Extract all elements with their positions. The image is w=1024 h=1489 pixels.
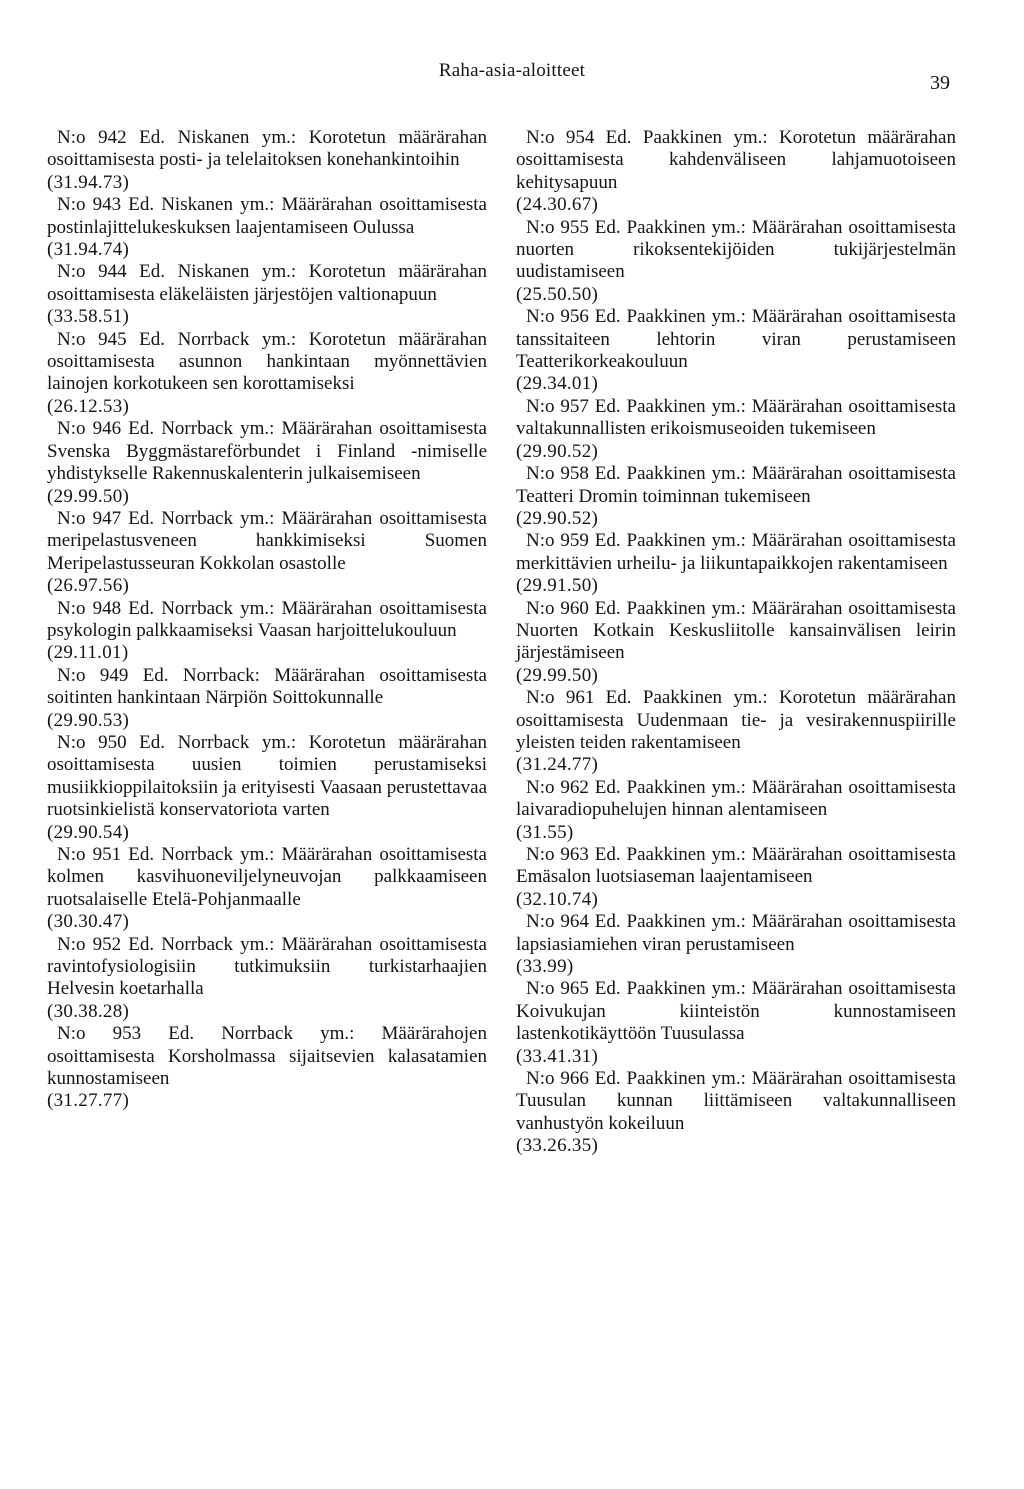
- motion-text: N:o 959 Ed. Paakkinen ym.: Määrärahan osoittamisesta merkittävien urheilu- ja liikuntapaikkojen rakentamiseen: [516, 530, 956, 574]
- motion-entry: [47, 261, 487, 328]
- motion-text: N:o 952 Ed. Norrback ym.: Määrärahan osoittamisesta ravintofysiologisiin tutkimuksiin turkistarhaajien Helvesin koetarhalla: [47, 933, 487, 1000]
- motion-entry: [47, 665, 487, 732]
- motion-entry: [516, 687, 956, 777]
- motion-text: N:o 945 Ed. Norrback ym.: Korotetun määrärahan osoittamisesta asunnon hankintaan myönnettävien lainojen korkotukeen sen korottamiseksi: [47, 328, 487, 395]
- motion-text: N:o 946 Ed. Norrback ym.: Määrärahan osoittamisesta Svenska Byggmästareförbundet i Finland -nimiselle yhdistykselle Rakennuskalenterin julkaisemiseen: [47, 418, 487, 485]
- motion-text: N:o 954 Ed. Paakkinen ym.: Korotetun määrärahan osoittamisesta kahdenväliseen lahjamuotoiseen kehitysapuun: [516, 127, 956, 193]
- motion-entry: [47, 329, 487, 419]
- budget-item-code: (31.27.77): [47, 1090, 130, 1112]
- left-column: [47, 127, 487, 1113]
- motion-text: N:o 956 Ed. Paakkinen ym.: Määrärahan osoittamisesta tanssitaiteen lehtorin viran perustamiseen Teatterikorkeakouluun: [516, 306, 956, 373]
- motion-text: N:o 958 Ed. Paakkinen ym.: Määrärahan osoittamisesta Teatteri Dromin toiminnan tukemiseen: [516, 463, 956, 507]
- right-column: [516, 127, 956, 1158]
- motion-entry: [47, 418, 487, 508]
- budget-item-code: (31.55): [516, 821, 574, 843]
- budget-item-code: (31.94.73): [47, 171, 130, 193]
- motion-entry: [47, 1023, 487, 1113]
- motion-text: N:o 951 Ed. Norrback ym.: Määrärahan osoittamisesta kolmen kasvihuoneviljelyneuvojan palkkaamiseen ruotsalaiselle Etelä-Pohjanmaalle: [47, 844, 487, 910]
- motion-entry: [516, 598, 956, 688]
- motion-text: N:o 957 Ed. Paakkinen ym.: Määrärahan osoittamisesta valtakunnallisten erikoismuseoiden tukemiseen: [516, 395, 956, 440]
- motion-entry: [47, 934, 487, 1024]
- budget-item-code: (31.94.74): [47, 239, 130, 261]
- budget-item-code: (32.10.74): [516, 888, 599, 910]
- motion-text: N:o 942 Ed. Niskanen ym.: Korotetun määrärahan osoittamisesta posti- ja telelaitoksen konehankintoihin: [47, 127, 487, 171]
- budget-item-code: (33.41.31): [516, 1045, 599, 1067]
- motion-entry: [516, 530, 956, 597]
- budget-item-code: (29.90.52): [516, 440, 599, 462]
- motion-text: N:o 963 Ed. Paakkinen ym.: Määrärahan osoittamisesta Emäsalon luotsiaseman laajentamiseen: [516, 844, 956, 888]
- motion-entry: [47, 732, 487, 844]
- budget-item-code: (29.91.50): [516, 575, 599, 597]
- budget-item-code: (33.26.35): [516, 1135, 599, 1157]
- motion-text: N:o 947 Ed. Norrback ym.: Määrärahan osoittamisesta meripelastusveneen hankkimiseksi Suomen Meripelastusseuran Kokkolan osastolle: [47, 507, 487, 574]
- budget-item-code: (33.58.51): [47, 306, 130, 328]
- motion-entry: [516, 217, 956, 307]
- budget-item-code: (24.30.67): [516, 194, 599, 216]
- motion-text: N:o 949 Ed. Norrback: Määrärahan osoittamisesta soitinten hankintaan Närpiön Soittokunnalle: [47, 664, 487, 709]
- motion-text: N:o 944 Ed. Niskanen ym.: Korotetun määrärahan osoittamisesta eläkeläisten järjestöjen valtionapuun: [47, 261, 487, 305]
- budget-item-code: (29.99.50): [516, 664, 599, 686]
- budget-item-code: (30.38.28): [47, 1000, 130, 1022]
- budget-item-code: (29.90.53): [47, 709, 130, 731]
- budget-item-code: (31.24.77): [516, 754, 599, 776]
- budget-item-code: (29.90.54): [47, 821, 130, 843]
- motion-entry: [516, 306, 956, 396]
- motion-entry: [47, 194, 487, 261]
- budget-item-code: (26.12.53): [47, 395, 130, 417]
- motion-text: N:o 964 Ed. Paakkinen ym.: Määrärahan osoittamisesta lapsiasiamiehen viran perustamiseen: [516, 911, 956, 955]
- motion-text: N:o 962 Ed. Paakkinen ym.: Määrärahan osoittamisesta laivaradiopuhelujen hinnan alentamiseen: [516, 776, 956, 821]
- motion-text: N:o 948 Ed. Norrback ym.: Määrärahan osoittamisesta psykologin palkkaamiseksi Vaasan harjoittelukouluun: [47, 597, 487, 641]
- motion-text: N:o 966 Ed. Paakkinen ym.: Määrärahan osoittamisesta Tuusulan kunnan liittämiseen valtakunnalliseen vanhustyön kokeiluun: [516, 1068, 956, 1134]
- motion-entry: [516, 1068, 956, 1158]
- motion-entry: [516, 127, 956, 217]
- budget-item-code: (29.99.50): [47, 485, 130, 507]
- budget-item-code: (29.11.01): [47, 642, 129, 664]
- budget-item-code: (29.34.01): [516, 373, 599, 395]
- budget-item-code: (29.90.52): [516, 507, 599, 529]
- motion-entry: [47, 844, 487, 934]
- motion-entry: [516, 978, 956, 1068]
- page-number: 39: [930, 72, 950, 94]
- motion-text: N:o 961 Ed. Paakkinen ym.: Korotetun määrärahan osoittamisesta Uudenmaan tie- ja vesirakennuspiirille yleisten teiden rakentamiseen: [516, 687, 956, 753]
- motion-text: N:o 965 Ed. Paakkinen ym.: Määrärahan osoittamisesta Koivukujan kiinteistön kunnostamiseen lastenkotikäyttöön Tuusulassa: [516, 978, 956, 1045]
- budget-item-code: (33.99): [516, 956, 574, 978]
- budget-item-code: (25.50.50): [516, 283, 599, 305]
- page-title: Raha-asia-aloitteet: [438, 60, 586, 81]
- motion-entry: [47, 508, 487, 598]
- motion-entry: [516, 844, 956, 911]
- budget-item-code: (30.30.47): [47, 911, 130, 933]
- motion-entry: [516, 463, 956, 530]
- motion-entry: [47, 598, 487, 665]
- motion-entry: [47, 127, 487, 194]
- motion-text: N:o 955 Ed. Paakkinen ym.: Määrärahan osoittamisesta nuorten rikoksentekijöiden tukijärjestelmän uudistamiseen: [516, 216, 956, 283]
- motion-text: N:o 960 Ed. Paakkinen ym.: Määrärahan osoittamisesta Nuorten Kotkain Keskusliitolle kansainvälisen leirin järjestämiseen: [516, 597, 956, 664]
- motion-text: N:o 950 Ed. Norrback ym.: Korotetun määrärahan osoittamisesta uusien toimien perustamiseksi musiikkioppilaitoksiin ja erityisesti Vaasaan perustettavaa ruotsinkielistä konservatoriota varten: [47, 731, 487, 821]
- motion-entry: [516, 396, 956, 463]
- motion-text: N:o 943 Ed. Niskanen ym.: Määrärahan osoittamisesta postinlajittelukeskuksen laajentamiseen Oulussa: [47, 194, 487, 238]
- motion-entry: [516, 777, 956, 844]
- motion-text: N:o 953 Ed. Norrback ym.: Määrärahojen osoittamisesta Korsholmassa sijaitsevien kalasatamien kunnostamiseen: [47, 1023, 487, 1090]
- budget-item-code: (26.97.56): [47, 575, 130, 597]
- motion-entry: [516, 911, 956, 978]
